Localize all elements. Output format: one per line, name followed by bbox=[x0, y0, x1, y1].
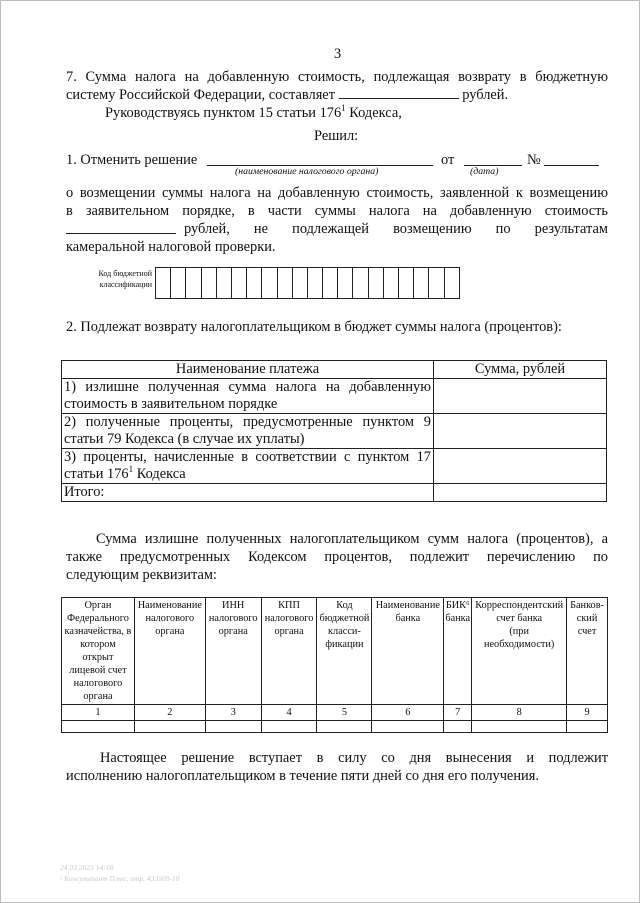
requisites-header-text: Наименование bbox=[375, 600, 440, 611]
payments-row bbox=[62, 414, 607, 449]
requisites-column-number: 8 bbox=[472, 705, 567, 721]
guided-by-line bbox=[105, 104, 402, 122]
kbk-cell bbox=[323, 268, 338, 298]
requisites-value-cell bbox=[372, 721, 444, 733]
kbk-cell bbox=[278, 268, 293, 298]
guided-by-text: Руководствуясь пунктом 15 статьи 176 bbox=[105, 105, 342, 121]
requisites-header-text: Наименование bbox=[137, 600, 202, 611]
requisites-value-cell bbox=[62, 721, 135, 733]
kbk-cell bbox=[445, 268, 459, 298]
transfer-line3: следующим реквизитам: bbox=[66, 567, 217, 583]
requisites-number-row bbox=[62, 705, 608, 721]
requisites-header-cell bbox=[134, 598, 205, 705]
item7-line2-prefix: систему Российской Федерации, составляет bbox=[66, 87, 335, 103]
guided-by-suffix: Кодекса, bbox=[345, 105, 402, 121]
requisites-header-text: бюджетной bbox=[319, 613, 370, 624]
requisites-header-text: налогового bbox=[145, 613, 195, 624]
kbk-cell bbox=[186, 268, 201, 298]
kbk-cell bbox=[217, 268, 232, 298]
kbk-label bbox=[80, 268, 152, 290]
payments-row3-sup: 1 bbox=[128, 464, 134, 475]
decision1-line3: в заявительном порядке, в части суммы налога на добавленную стоимость bbox=[66, 203, 608, 219]
transfer-line1: Сумма излишне полученных налогоплательщиком сумм налога (процентов), а bbox=[96, 531, 608, 547]
kbk-cell bbox=[384, 268, 399, 298]
payments-row2-line1: 2) полученные проценты, предусмотренные пунктом 9 bbox=[64, 414, 431, 430]
requisites-header-text: органа bbox=[274, 626, 304, 637]
kbk-cell bbox=[399, 268, 414, 298]
payments-row-name bbox=[62, 379, 434, 414]
requisites-column-number: 5 bbox=[317, 705, 372, 721]
payments-total-row bbox=[62, 484, 607, 502]
decision1-number-sign: № bbox=[527, 152, 541, 168]
kbk-cell bbox=[369, 268, 384, 298]
payments-row-name bbox=[62, 414, 434, 449]
requisites-column-number: 7 bbox=[444, 705, 472, 721]
requisites-header-cell bbox=[317, 598, 372, 705]
requisites-header-text: открыт bbox=[82, 652, 114, 663]
print-stamp-line2: \ Консультант Плюс, отр. 433569-10 bbox=[60, 874, 180, 883]
requisites-header-text: налогового bbox=[264, 613, 314, 624]
kbk-label-line1: Код бюджетной bbox=[98, 269, 152, 278]
requisites-header-text: ИНН bbox=[222, 600, 245, 611]
caption-date: (дата) bbox=[470, 166, 499, 177]
kbk-cell bbox=[338, 268, 353, 298]
requisites-header-text: счет bbox=[577, 626, 597, 637]
requisites-value-cell bbox=[205, 721, 261, 733]
requisites-header-text: органа bbox=[218, 626, 248, 637]
requisites-header-text: лицевой счет bbox=[69, 665, 127, 676]
payments-row bbox=[62, 449, 607, 484]
requisites-column-number: 1 bbox=[62, 705, 135, 721]
requisites-value-cell bbox=[444, 721, 472, 733]
kbk-cell bbox=[247, 268, 262, 298]
requisites-header-text: класси- bbox=[328, 626, 361, 637]
kbk-cell bbox=[353, 268, 368, 298]
requisites-header-text: казначейства, в bbox=[64, 626, 132, 637]
decision1-line2: о возмещении суммы налога на добавленную стоимость, заявленной к возмещению bbox=[66, 185, 608, 201]
decision1-prefix: 1. Отменить решение bbox=[66, 152, 198, 168]
item7-line2-suffix: рублей. bbox=[462, 87, 509, 103]
payments-table bbox=[61, 360, 607, 502]
requisites-header-text: необходимости) bbox=[483, 639, 555, 650]
requisites-header-text: налогового bbox=[208, 613, 258, 624]
decided-heading: Решил: bbox=[314, 128, 359, 144]
payments-header-sum: Сумма, рублей bbox=[434, 361, 607, 379]
decision1-from: от bbox=[441, 152, 455, 168]
requisites-header-text: Корреспондентский bbox=[475, 600, 564, 611]
caption-org: (наименование налогового органа) bbox=[235, 166, 379, 177]
final-line1: Настоящее решение вступает в силу со дня вынесения и подлежит bbox=[100, 750, 608, 766]
requisites-value-cell bbox=[134, 721, 205, 733]
item7-line2 bbox=[66, 86, 508, 104]
requisites-column-number: 6 bbox=[372, 705, 444, 721]
requisites-column-number: 4 bbox=[261, 705, 317, 721]
kbk-cell bbox=[156, 268, 171, 298]
requisites-column-number: 9 bbox=[567, 705, 608, 721]
requisites-header-text: налогового bbox=[73, 678, 123, 689]
number-blank bbox=[544, 165, 599, 166]
requisites-header-text: ский bbox=[576, 613, 598, 624]
requisites-header-text: счет банка bbox=[496, 613, 543, 624]
payments-row1-line2: стоимость в заявительном порядке bbox=[64, 396, 278, 412]
requisites-header-text: банка bbox=[395, 613, 421, 624]
payments-header-row bbox=[62, 361, 607, 379]
payments-total-label: Итого: bbox=[62, 484, 434, 502]
guided-by-sup: 1 bbox=[341, 103, 346, 114]
decision1-line5: камеральной налоговой проверки. bbox=[66, 239, 276, 255]
decision1-line4-suffix: рублей, не подлежащей возмещению по результатам bbox=[184, 221, 608, 237]
requisites-header-cell bbox=[472, 598, 567, 705]
payments-row3-line2-suffix: Кодекса bbox=[133, 466, 186, 482]
kbk-cell bbox=[293, 268, 308, 298]
item7-line1: 7. Сумма налога на добавленную стоимость, подлежащая возврату в бюджетную bbox=[66, 69, 608, 85]
page-number: 3 bbox=[334, 46, 342, 62]
refund-amount-blank bbox=[339, 86, 459, 99]
requisites-header-text: БИК⁶ bbox=[445, 600, 470, 611]
kbk-cell bbox=[171, 268, 186, 298]
payments-row-name bbox=[62, 449, 434, 484]
requisites-table bbox=[61, 597, 608, 733]
requisites-header-text: котором bbox=[80, 639, 116, 650]
kbk-cell bbox=[262, 268, 277, 298]
requisites-header-text: Федерального bbox=[67, 613, 129, 624]
kbk-cells bbox=[155, 267, 460, 299]
requisites-header-cell bbox=[567, 598, 608, 705]
payments-total-sum bbox=[434, 484, 607, 502]
requisites-header-text: Код bbox=[336, 600, 353, 611]
requisites-header-cell bbox=[444, 598, 472, 705]
payments-row-sum bbox=[434, 414, 607, 449]
item2-text: 2. Подлежат возврату налогоплательщиком в бюджет суммы налога (процентов): bbox=[66, 319, 562, 335]
requisites-header-text: органа bbox=[83, 691, 113, 702]
payments-row2-line2: статьи 79 Кодекса (в случае их уплаты) bbox=[64, 431, 305, 447]
requisites-value-cell bbox=[472, 721, 567, 733]
requisites-header-cell bbox=[205, 598, 261, 705]
requisites-header-text: банка bbox=[445, 613, 471, 624]
kbk-cell bbox=[414, 268, 429, 298]
final-line2: исполнению налогоплательщиком в течение пяти дней со дня его получения. bbox=[66, 768, 539, 784]
requisites-value-cell bbox=[317, 721, 372, 733]
payments-row bbox=[62, 379, 607, 414]
requisites-value-cell bbox=[567, 721, 608, 733]
payments-row1-line1: 1) излишне полученная сумма налога на добавленную bbox=[64, 379, 431, 395]
decision1-line4 bbox=[66, 220, 608, 238]
kbk-cell bbox=[429, 268, 444, 298]
requisites-header-text: Орган bbox=[84, 600, 112, 611]
requisites-header-cell bbox=[261, 598, 317, 705]
payments-row3-line1: 3) проценты, начисленные в соответствии с пунктом 17 bbox=[64, 449, 431, 465]
requisites-value-cell bbox=[261, 721, 317, 733]
payments-row3-line2 bbox=[64, 466, 431, 483]
print-stamp bbox=[60, 862, 180, 884]
kbk-cell bbox=[308, 268, 323, 298]
requisites-header-cell bbox=[372, 598, 444, 705]
requisites-header-text: КПП bbox=[278, 600, 300, 611]
requisites-column-number: 2 bbox=[134, 705, 205, 721]
requisites-header-text: органа bbox=[155, 626, 185, 637]
requisites-column-number: 3 bbox=[205, 705, 261, 721]
kbk-cell bbox=[202, 268, 217, 298]
requisites-header-text: (при bbox=[509, 626, 529, 637]
requisites-header-row bbox=[62, 598, 608, 705]
requisites-empty-row bbox=[62, 721, 608, 733]
requisites-header-cell bbox=[62, 598, 135, 705]
payments-row-sum bbox=[434, 379, 607, 414]
payments-header-name: Наименование платежа bbox=[62, 361, 434, 379]
payments-row3-line2-text: статьи 176 bbox=[64, 466, 129, 482]
kbk-label-line2: классификации bbox=[99, 280, 152, 289]
amount-blank bbox=[66, 221, 176, 234]
kbk-cell bbox=[232, 268, 247, 298]
requisites-header-text: фикации bbox=[325, 639, 364, 650]
print-stamp-line1: 24.03.2023 14:18 bbox=[60, 863, 114, 872]
transfer-line2: также предусмотренных Кодексом процентов, подлежит перечислению по bbox=[66, 549, 608, 565]
requisites-header-text: Банков- bbox=[570, 600, 604, 611]
payments-row-sum bbox=[434, 449, 607, 484]
